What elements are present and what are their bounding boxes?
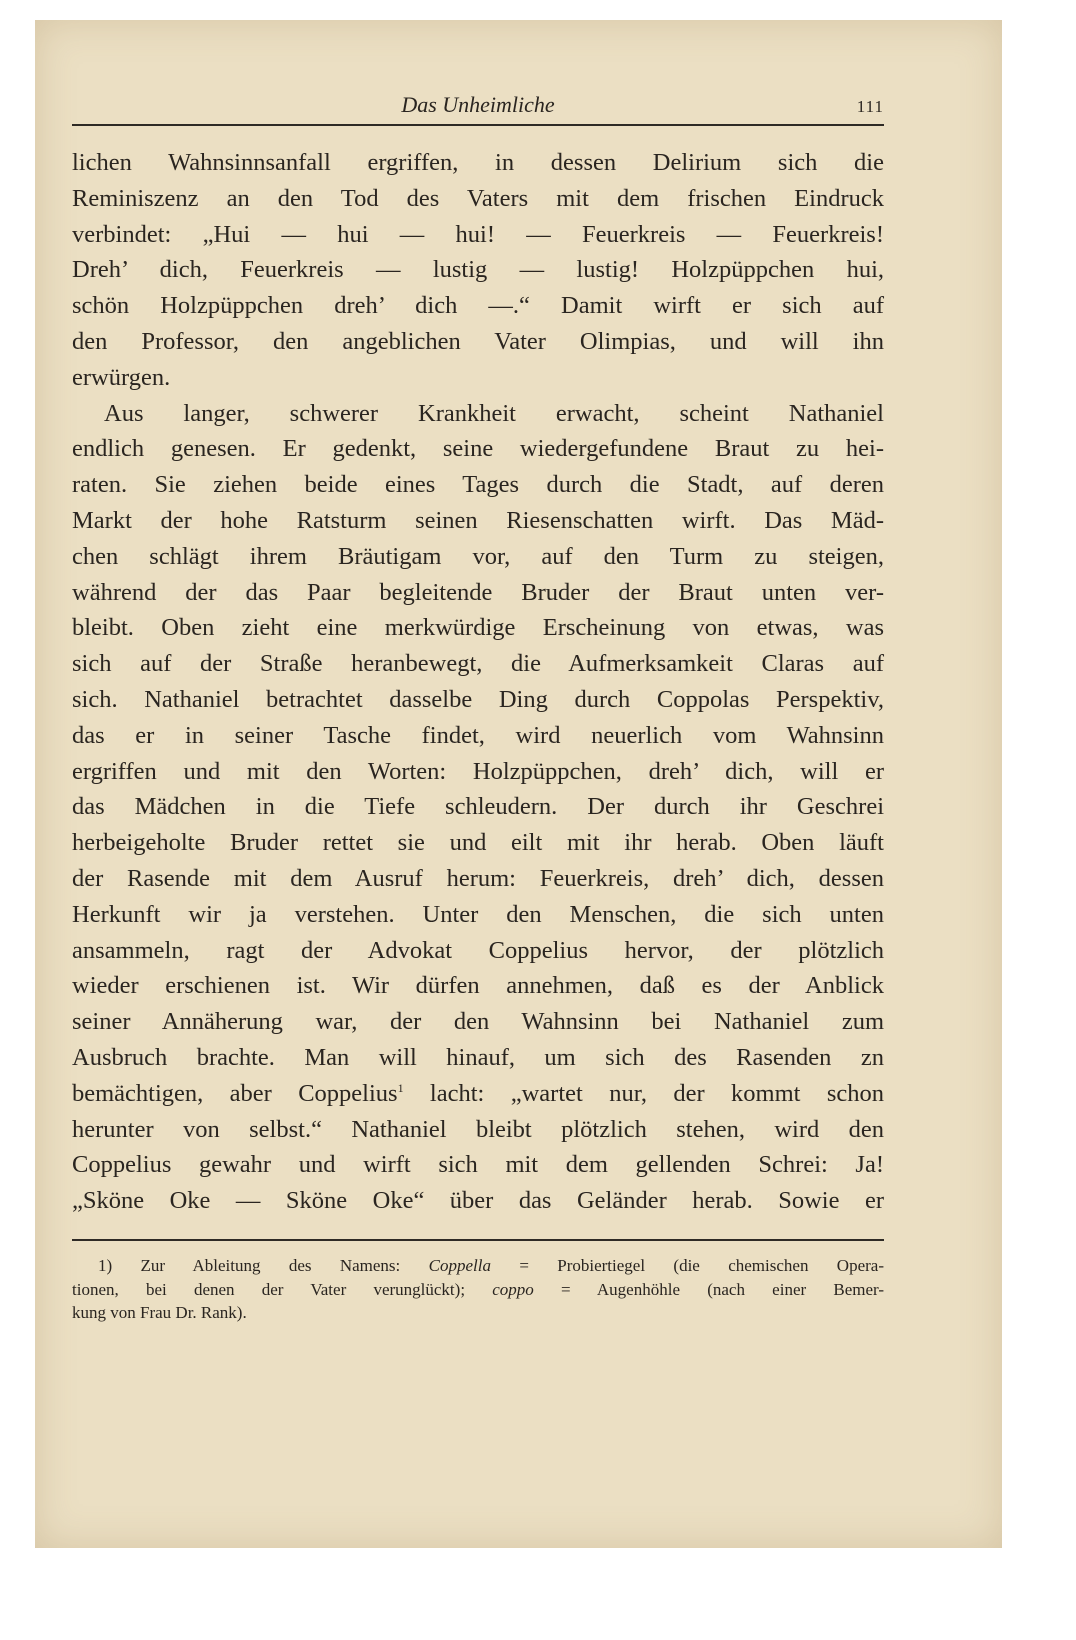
- line-text: schön Holzpüppchen dreh’ dich —.“ Damit wirft er sich auf: [72, 292, 884, 320]
- line-text: wieder erschienen ist. Wir dürfen annehmen, daß es der Anblick: [72, 972, 884, 1000]
- text-line: [72, 396, 884, 432]
- line-text: chen schlägt ihrem Bräutigam vor, auf den Turm zu steigen,: [72, 542, 884, 570]
- line-text: bleibt. Oben zieht eine merkwürdige Erscheinung von etwas, was: [72, 614, 884, 642]
- line-text: = Augenhöhle (nach einer Bemer-: [533, 1279, 885, 1299]
- line-text: das er in seiner Tasche findet, wird neuerlich vom Wahnsinn: [72, 721, 884, 749]
- line-text: seiner Annäherung war, der den Wahnsinn bei Nathaniel zum: [72, 1008, 884, 1036]
- line-text: lichen Wahnsinnsanfall ergriffen, in dessen Delirium sich die: [72, 149, 884, 176]
- text-line: [72, 861, 884, 897]
- body-text: [72, 145, 884, 1219]
- line-text: Aus langer, schwerer Krankheit erwacht, scheint Nathaniel: [104, 399, 884, 427]
- line-text: bemächtigen, aber Coppelius: [72, 1079, 398, 1107]
- line-text: den Professor, den angeblichen Vater Olimpias, und will ihn: [72, 327, 884, 355]
- line-text: lacht: „wartet nur, der kommt schon: [403, 1079, 884, 1107]
- line-text: das Mädchen in die Tiefe schleudern. Der durch ihr Geschrei: [72, 793, 884, 821]
- line-text: Dreh’ dich, Feuerkreis — lustig — lustig! Holzpüppchen hui,: [72, 256, 884, 284]
- footnote-line: [72, 1301, 884, 1325]
- text-line: [72, 754, 884, 790]
- line-text: kung von Frau Dr. Rank).: [72, 1303, 247, 1322]
- text-line: [72, 1147, 884, 1183]
- line-text: sich auf der Straße heranbewegt, die Aufmerksamkeit Claras auf: [72, 650, 884, 678]
- line-text: raten. Sie ziehen beide eines Tages durch die Stadt, auf deren: [72, 471, 884, 499]
- text-line: [72, 503, 884, 539]
- line-text: während der das Paar begleitende Bruder der Braut unten ver-: [72, 578, 884, 606]
- text-line: [72, 431, 884, 467]
- line-text: Coppelius gewahr und wirft sich mit dem gellenden Schrei: Ja!: [72, 1151, 884, 1179]
- text-line: [72, 933, 884, 969]
- line-text: Reminiszenz an den Tod des Vaters mit dem frischen Eindruck: [72, 184, 884, 212]
- text-line: [72, 789, 884, 825]
- line-text: sich. Nathaniel betrachtet dasselbe Ding durch Coppolas Perspektiv,: [72, 685, 884, 713]
- text-line: [72, 467, 884, 503]
- footnote-marker: 1: [397, 1080, 404, 1095]
- text-line: [72, 360, 884, 396]
- text-line: [72, 646, 884, 682]
- italic-term: Coppella: [428, 1256, 491, 1275]
- text-line: [72, 1076, 884, 1112]
- line-text: erwürgen.: [72, 363, 171, 391]
- line-text: tionen, bei denen der Vater verunglückt);: [72, 1279, 493, 1299]
- text-line: [72, 897, 884, 933]
- text-line: [72, 1112, 884, 1148]
- text-line: [72, 1004, 884, 1040]
- running-title: Das Unheimliche: [401, 92, 555, 117]
- text-line: [72, 145, 884, 181]
- text-line: [72, 539, 884, 575]
- line-text: = Probiertiegel (die chemischen Opera-: [490, 1256, 884, 1275]
- footnote-line: [72, 1278, 884, 1302]
- line-text: ansammeln, ragt der Advokat Coppelius hervor, der plötzlich: [72, 936, 884, 964]
- italic-term: coppo: [492, 1279, 534, 1299]
- line-text: 1) Zur Ableitung des Namens:: [98, 1256, 429, 1275]
- text-line: [72, 718, 884, 754]
- footnote-line: [72, 1254, 884, 1278]
- line-text: verbindet: „Hui — hui — hui! — Feuerkreis — Feuerkreis!: [72, 220, 884, 248]
- line-text: endlich genesen. Er gedenkt, seine wiedergefundene Braut zu hei-: [72, 435, 884, 463]
- header-rule: [72, 124, 884, 126]
- text-line: [72, 1183, 884, 1219]
- running-header: [72, 92, 884, 122]
- text-line: [72, 825, 884, 861]
- text-line: [72, 1040, 884, 1076]
- text-line: [72, 181, 884, 217]
- text-line: [72, 682, 884, 718]
- line-text: der Rasende mit dem Ausruf herum: Feuerkreis, dreh’ dich, dessen: [72, 864, 884, 892]
- footnote: [72, 1254, 884, 1325]
- line-text: ergriffen und mit den Worten: Holzpüppchen, dreh’ dich, will er: [72, 757, 884, 785]
- page-number: 111: [856, 97, 884, 116]
- line-text: Markt der hohe Ratsturm seinen Riesenschatten wirft. Das Mäd-: [72, 506, 884, 534]
- line-text: herbeigeholte Bruder rettet sie und eilt mit ihr herab. Oben läuft: [72, 829, 884, 857]
- text-line: [72, 324, 884, 360]
- text-line: [72, 217, 884, 253]
- text-line: [72, 288, 884, 324]
- text-line: [72, 575, 884, 611]
- text-line: [72, 252, 884, 288]
- line-text: herunter von selbst.“ Nathaniel bleibt plötzlich stehen, wird den: [72, 1115, 884, 1143]
- text-line: [72, 968, 884, 1004]
- line-text: Ausbruch brachte. Man will hinauf, um sich des Rasenden zn: [72, 1043, 884, 1071]
- footnote-rule: [72, 1239, 884, 1241]
- line-text: Herkunft wir ja verstehen. Unter den Menschen, die sich unten: [72, 900, 884, 928]
- text-line: [72, 610, 884, 646]
- line-text: „Sköne Oke — Sköne Oke“ über das Geländer herab. Sowie er: [72, 1187, 884, 1215]
